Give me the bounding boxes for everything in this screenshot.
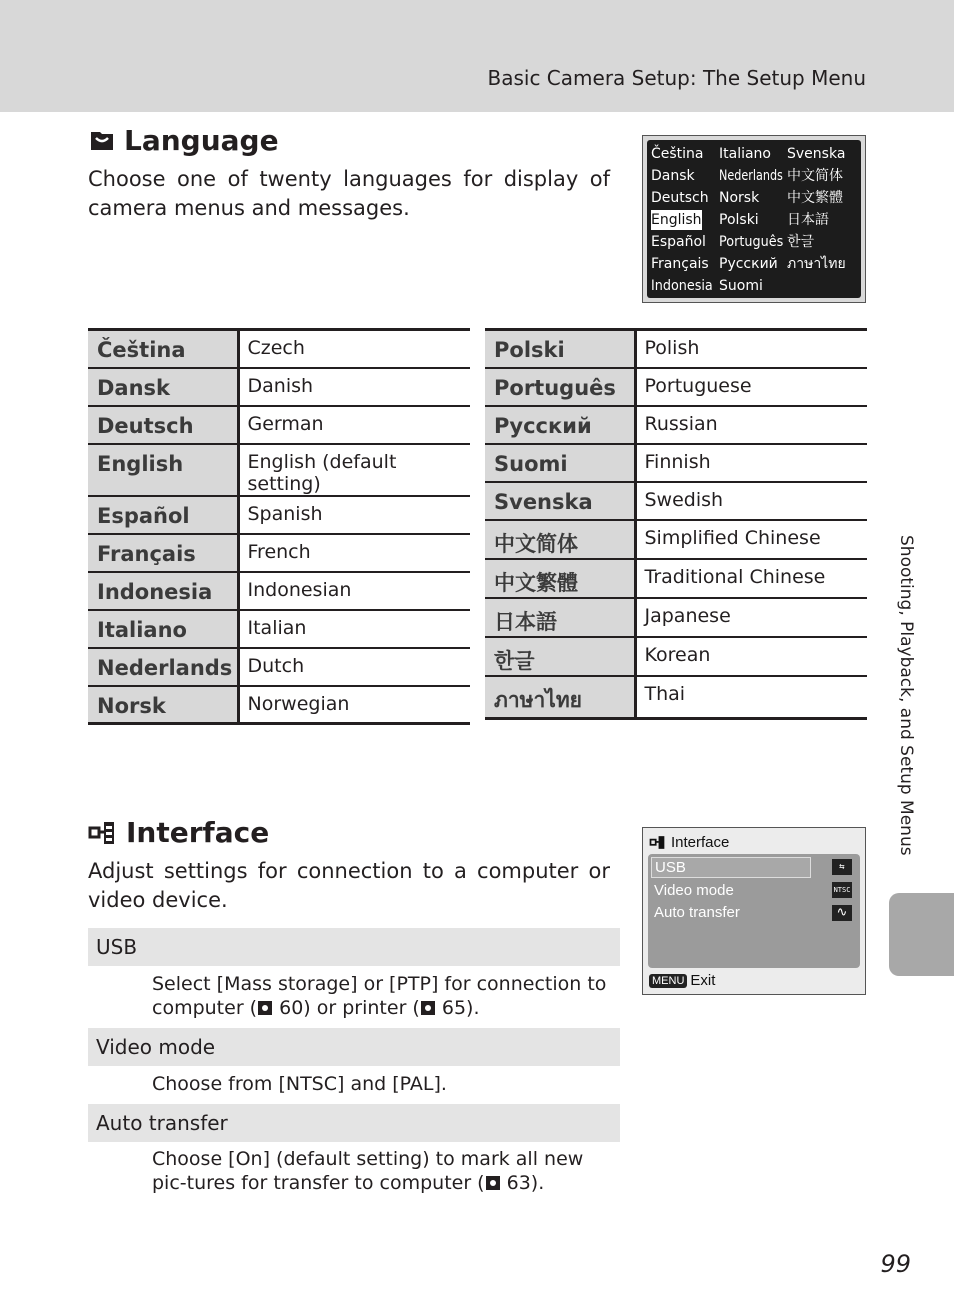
- running-head: Basic Camera Setup: The Setup Menu: [487, 66, 866, 90]
- usb-icon: ⇆: [832, 859, 852, 875]
- language-native-name: Suomi: [485, 444, 635, 482]
- reference-icon: [420, 1000, 436, 1016]
- screen-language-option[interactable]: Indonesia: [651, 278, 713, 294]
- language-table-row: [485, 559, 867, 598]
- side-tab-label: Shooting, Playback, and Setup Menus: [896, 535, 916, 856]
- language-table-row: [88, 368, 470, 406]
- language-english-name: Czech: [238, 330, 470, 368]
- language-native-name: Italiano: [88, 610, 238, 648]
- screen-language-option[interactable]: Deutsch: [651, 190, 709, 206]
- language-native-name: Dansk: [88, 368, 238, 406]
- screen-language-option[interactable]: Русский: [719, 256, 778, 272]
- language-heading: [88, 124, 279, 157]
- ntsc-icon: NTSC: [832, 882, 852, 898]
- language-english-name: French: [238, 534, 470, 572]
- screen-language-option[interactable]: Português: [719, 234, 784, 250]
- language-table-right: [485, 328, 867, 720]
- language-screen: [642, 135, 866, 303]
- interface-description: Adjust settings for connection to a computer or video device.: [88, 859, 610, 912]
- interface-heading: [88, 816, 269, 849]
- language-english-name: Japanese: [635, 598, 867, 637]
- interface-screen-panel: [648, 854, 860, 968]
- language-table-row: [88, 496, 470, 534]
- option-auto-transfer-label: Auto transfer: [88, 1104, 620, 1142]
- language-native-name: 日本語: [485, 598, 635, 637]
- language-native-name: Polski: [485, 330, 635, 368]
- option-video-mode-desc: Choose from [NTSC] and [PAL].: [152, 1073, 447, 1095]
- language-table-row: [88, 406, 470, 444]
- option-usb-label: USB: [88, 928, 620, 966]
- auto-transfer-icon: ∿: [832, 905, 852, 921]
- screen-language-option[interactable]: Nederlands: [719, 168, 783, 184]
- language-native-name: Português: [485, 368, 635, 406]
- screen-language-option[interactable]: Polski: [719, 212, 759, 228]
- language-native-name: English: [88, 444, 238, 496]
- option-auto-transfer-desc: Choose [On] (default setting) to mark all new pic-tures for transfer to computer ( 63).: [152, 1148, 584, 1194]
- language-english-name: Korean: [635, 637, 867, 676]
- screen-language-option[interactable]: English: [651, 212, 702, 228]
- language-native-name: Español: [88, 496, 238, 534]
- language-english-name: Italian: [238, 610, 470, 648]
- screen-language-option[interactable]: Svenska: [787, 146, 846, 162]
- screen-item-video-mode[interactable]: Video mode: [654, 882, 734, 899]
- language-english-name: Finnish: [635, 444, 867, 482]
- page-number: 99: [880, 1250, 911, 1278]
- option-usb-desc: Select [Mass storage] or [PTP] for connection to computer ( 60) or printer ( 65).: [152, 973, 607, 1019]
- language-native-name: Français: [88, 534, 238, 572]
- reference-icon: [257, 1000, 273, 1016]
- language-native-name: Indonesia: [88, 572, 238, 610]
- screen-language-option[interactable]: Suomi: [719, 278, 763, 294]
- language-native-name: 中文简体: [485, 520, 635, 559]
- language-english-name: Thai: [635, 676, 867, 719]
- option-video-mode-label: Video mode: [88, 1028, 620, 1066]
- language-description: Choose one of twenty languages for display of camera menus and messages.: [88, 167, 610, 220]
- language-english-name: Polish: [635, 330, 867, 368]
- language-icon: [88, 128, 116, 154]
- language-table-row: [88, 330, 470, 368]
- screen-language-option[interactable]: 中文繁體: [787, 190, 843, 206]
- language-english-name: German: [238, 406, 470, 444]
- screen-language-option[interactable]: ภาษาไทย: [787, 256, 846, 272]
- language-english-name: Portuguese: [635, 368, 867, 406]
- language-table-row: [88, 610, 470, 648]
- language-table-row: [485, 368, 867, 406]
- screen-language-option[interactable]: 한글: [787, 234, 815, 250]
- language-english-name: Danish: [238, 368, 470, 406]
- language-table-row: [88, 534, 470, 572]
- language-english-name: Swedish: [635, 482, 867, 520]
- language-table-row: [485, 637, 867, 676]
- language-table-row: [88, 648, 470, 686]
- language-native-name: Norsk: [88, 686, 238, 724]
- screen-exit-label: Exit: [690, 972, 716, 989]
- language-table-row: [485, 482, 867, 520]
- language-table-left: [88, 328, 470, 725]
- interface-screen-title: Interface: [649, 834, 729, 851]
- language-english-name: Russian: [635, 406, 867, 444]
- language-table-row: [88, 686, 470, 724]
- screen-language-option[interactable]: Dansk: [651, 168, 695, 184]
- language-screen-list: [647, 140, 861, 298]
- language-native-name: ภาษาไทย: [485, 676, 635, 719]
- screen-language-option[interactable]: 中文简体: [787, 168, 843, 184]
- language-table-row: [485, 520, 867, 559]
- interface-icon: [649, 835, 667, 850]
- language-english-name: Norwegian: [238, 686, 470, 724]
- language-native-name: Nederlands: [88, 648, 238, 686]
- language-english-name: Indonesian: [238, 572, 470, 610]
- language-table-row: [485, 598, 867, 637]
- interface-title: Interface: [126, 816, 270, 849]
- language-native-name: Svenska: [485, 482, 635, 520]
- header-band: [0, 0, 954, 112]
- screen-footer: [649, 972, 715, 989]
- language-english-name: Dutch: [238, 648, 470, 686]
- language-table-row: [88, 572, 470, 610]
- screen-item-usb[interactable]: USB: [651, 857, 811, 878]
- side-tab: [889, 893, 954, 976]
- language-english-name: Spanish: [238, 496, 470, 534]
- screen-language-option[interactable]: Español: [651, 234, 706, 250]
- language-table-row: [485, 330, 867, 368]
- language-english-name: English (default setting): [238, 444, 470, 496]
- screen-language-option[interactable]: 日本語: [787, 212, 829, 228]
- interface-icon: [88, 820, 118, 846]
- language-native-name: 한글: [485, 637, 635, 676]
- language-table-row: [88, 444, 470, 496]
- screen-language-option[interactable]: Français: [651, 256, 709, 272]
- language-table-row: [485, 406, 867, 444]
- language-table-row: [485, 676, 867, 719]
- menu-key: MENU: [649, 974, 687, 988]
- screen-language-option[interactable]: Italiano: [719, 146, 771, 162]
- interface-screen: [642, 827, 866, 995]
- language-table-row: [485, 444, 867, 482]
- language-title: Language: [124, 124, 279, 157]
- screen-language-option[interactable]: Norsk: [719, 190, 760, 206]
- screen-item-auto-transfer[interactable]: Auto transfer: [654, 904, 740, 921]
- language-native-name: 中文繁體: [485, 559, 635, 598]
- language-english-name: Traditional Chinese: [635, 559, 867, 598]
- language-english-name: Simplified Chinese: [635, 520, 867, 559]
- language-native-name: Русский: [485, 406, 635, 444]
- language-native-name: Deutsch: [88, 406, 238, 444]
- reference-icon: [485, 1175, 501, 1191]
- screen-language-option[interactable]: Čeština: [651, 146, 704, 162]
- language-native-name: Čeština: [88, 330, 238, 368]
